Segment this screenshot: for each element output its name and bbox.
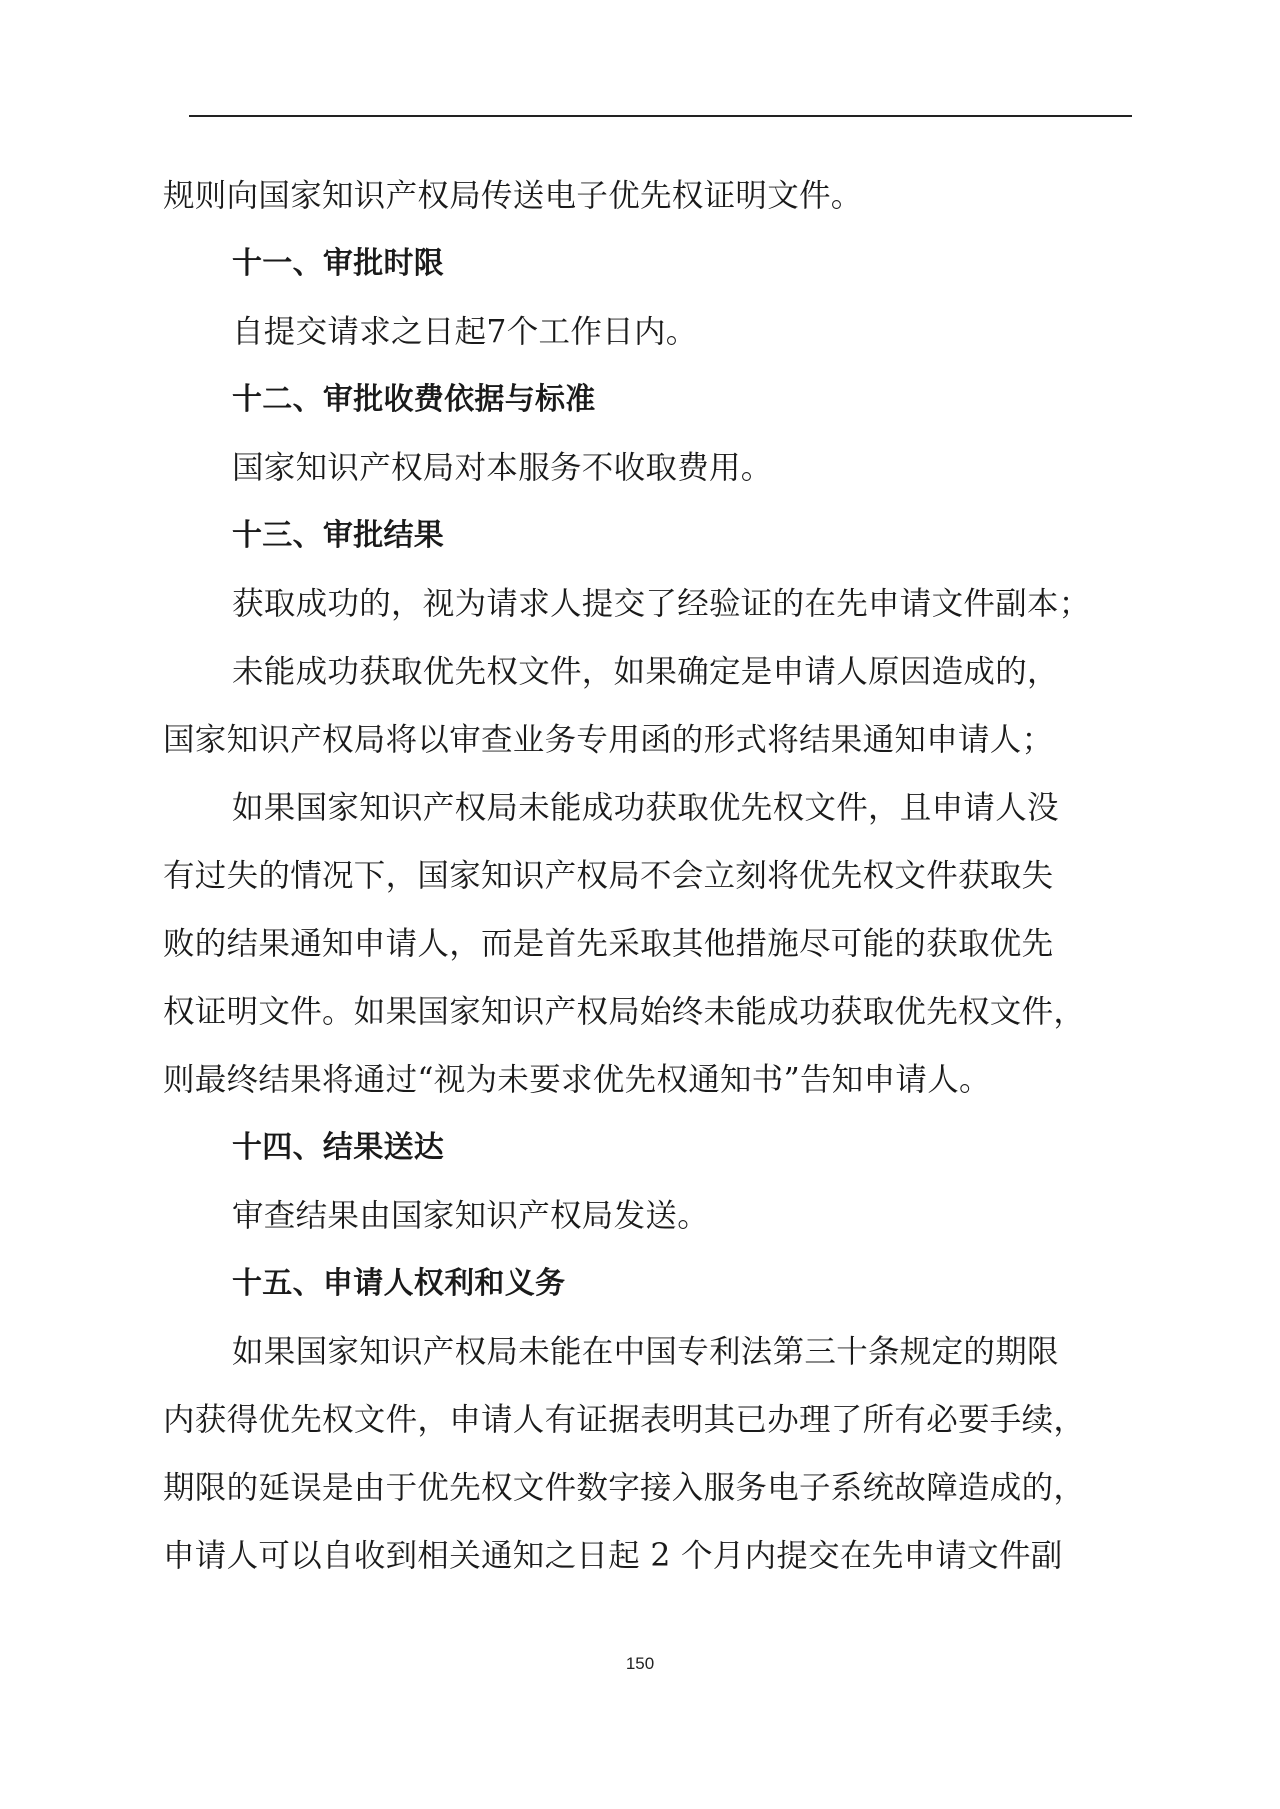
section-heading: 十四、结果送达 (232, 1130, 445, 1165)
section-heading: 十三、审批结果 (232, 518, 445, 553)
header-rule (189, 115, 1132, 117)
body-line: 则最终结果将通过“视为未要求优先权通知书”告知申请人。 (163, 1062, 991, 1098)
body-line: 国家知识产权局将以审查业务专用函的形式将结果通知申请人； (163, 722, 1054, 758)
section-heading: 十二、审批收费依据与标准 (232, 382, 596, 417)
body-line: 规则向国家知识产权局传送电子优先权证明文件。 (163, 178, 863, 214)
body-line: 国家知识产权局对本服务不收取费用。 (232, 450, 773, 486)
body-line: 未能成功获取优先权文件，如果确定是申请人原因造成的， (232, 654, 1059, 690)
body-line: 获取成功的，视为请求人提交了经验证的在先申请文件副本； (232, 586, 1091, 622)
body-line: 有过失的情况下，国家知识产权局不会立刻将优先权文件获取失 (163, 858, 1054, 894)
body-line: 期限的延误是由于优先权文件数字接入服务电子系统故障造成的， (163, 1470, 1086, 1506)
body-line: 如果国家知识产权局未能成功获取优先权文件，且申请人没 (232, 790, 1059, 826)
page-number: 150 (625, 1654, 655, 1673)
body-line: 如果国家知识产权局未能在中国专利法第三十条规定的期限 (232, 1334, 1059, 1370)
body-line: 内获得优先权文件，申请人有证据表明其已办理了所有必要手续， (163, 1402, 1086, 1438)
section-heading: 十一、审批时限 (232, 246, 445, 281)
section-heading: 十五、申请人权利和义务 (232, 1266, 566, 1301)
body-line: 审查结果由国家知识产权局发送。 (232, 1198, 710, 1234)
body-line: 申请人可以自收到相关通知之日起 2 个月内提交在先申请文件副 (163, 1538, 1063, 1574)
body-line: 败的结果通知申请人，而是首先采取其他措施尽可能的获取优先 (163, 926, 1054, 962)
body-line: 自提交请求之日起7个工作日内。 (232, 314, 698, 350)
body-line: 权证明文件。如果国家知识产权局始终未能成功获取优先权文件， (163, 994, 1086, 1030)
